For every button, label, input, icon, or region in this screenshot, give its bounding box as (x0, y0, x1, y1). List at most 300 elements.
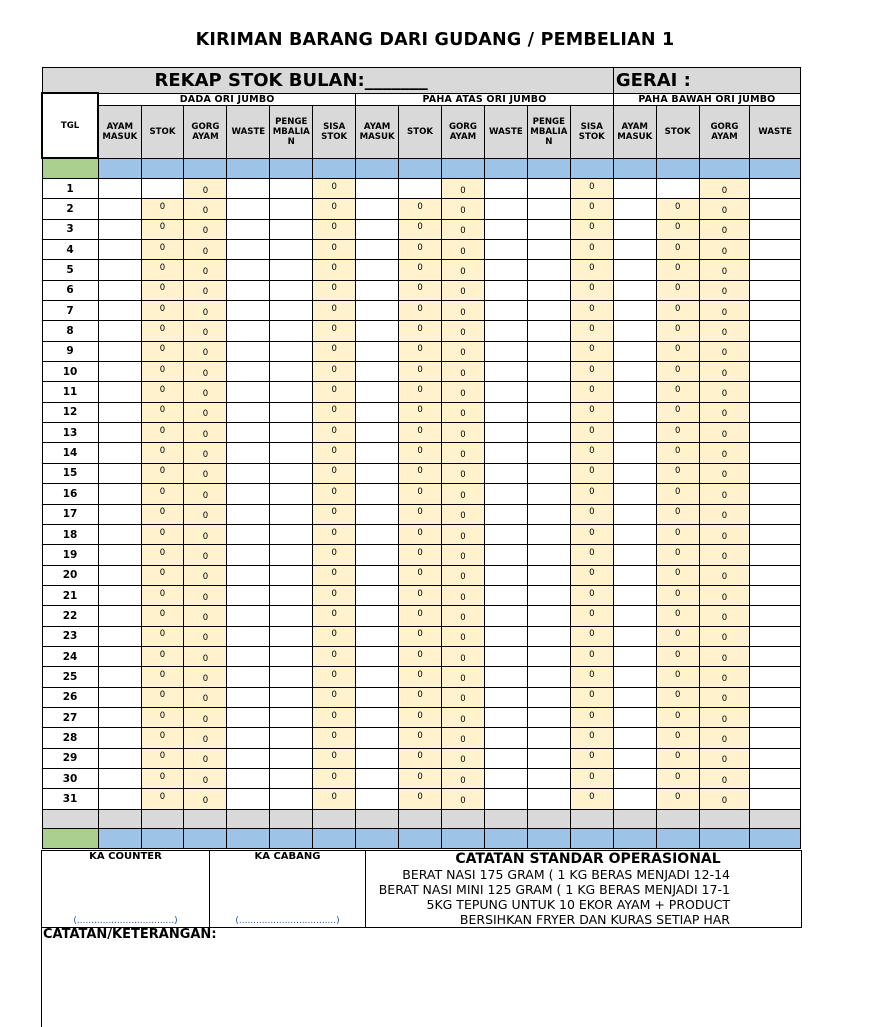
stock-cell[interactable] (98, 382, 141, 402)
stock-cell[interactable] (484, 179, 527, 199)
stock-cell[interactable] (527, 382, 570, 402)
stock-cell[interactable] (570, 545, 613, 565)
stock-cell[interactable] (442, 301, 485, 321)
stock-cell[interactable] (484, 606, 527, 626)
stock-cell[interactable] (399, 585, 442, 605)
stock-cell[interactable] (484, 707, 527, 727)
stock-cell[interactable] (184, 667, 227, 687)
stock-cell[interactable] (227, 341, 270, 361)
stock-cell[interactable] (750, 768, 801, 788)
stock-cell[interactable] (613, 260, 656, 280)
stock-cell[interactable] (699, 301, 750, 321)
stock-cell[interactable] (227, 524, 270, 544)
stock-cell[interactable] (442, 463, 485, 483)
stock-cell[interactable] (98, 748, 141, 768)
stock-cell[interactable] (356, 240, 399, 260)
stock-cell[interactable] (699, 463, 750, 483)
stock-cell[interactable] (699, 240, 750, 260)
stock-cell[interactable] (399, 260, 442, 280)
summary-cell[interactable] (313, 809, 356, 828)
stock-cell[interactable] (442, 321, 485, 341)
stock-cell[interactable] (570, 260, 613, 280)
stock-cell[interactable] (313, 504, 356, 524)
stock-cell[interactable] (527, 301, 570, 321)
stock-cell[interactable] (227, 219, 270, 239)
stock-cell[interactable] (98, 443, 141, 463)
stock-cell[interactable] (399, 748, 442, 768)
stock-cell[interactable] (484, 524, 527, 544)
stock-cell[interactable] (750, 728, 801, 748)
marker-cell[interactable] (227, 828, 270, 848)
stock-cell[interactable] (570, 484, 613, 504)
stock-cell[interactable] (750, 585, 801, 605)
stock-cell[interactable] (484, 504, 527, 524)
stock-cell[interactable] (270, 484, 313, 504)
marker-cell[interactable] (399, 158, 442, 179)
stock-cell[interactable] (613, 545, 656, 565)
stock-cell[interactable] (399, 179, 442, 199)
stock-cell[interactable] (570, 240, 613, 260)
stock-cell[interactable] (270, 382, 313, 402)
stock-cell[interactable] (527, 463, 570, 483)
stock-cell[interactable] (98, 219, 141, 239)
stock-cell[interactable] (184, 402, 227, 422)
stock-cell[interactable] (613, 321, 656, 341)
stock-cell[interactable] (227, 626, 270, 646)
stock-cell[interactable] (442, 402, 485, 422)
stock-cell[interactable] (442, 728, 485, 748)
stock-cell[interactable] (227, 240, 270, 260)
stock-cell[interactable] (527, 219, 570, 239)
stock-cell[interactable] (484, 463, 527, 483)
summary-cell[interactable] (699, 809, 750, 828)
marker-cell[interactable] (699, 828, 750, 848)
stock-cell[interactable] (356, 321, 399, 341)
stock-cell[interactable] (527, 179, 570, 199)
stock-cell[interactable] (570, 321, 613, 341)
stock-cell[interactable] (227, 443, 270, 463)
stock-cell[interactable] (527, 667, 570, 687)
stock-cell[interactable] (750, 565, 801, 585)
stock-cell[interactable] (527, 707, 570, 727)
stock-cell[interactable] (313, 789, 356, 809)
stock-cell[interactable] (356, 524, 399, 544)
stock-cell[interactable] (442, 545, 485, 565)
stock-cell[interactable] (484, 565, 527, 585)
stock-cell[interactable] (313, 280, 356, 300)
stock-cell[interactable] (98, 484, 141, 504)
stock-cell[interactable] (484, 301, 527, 321)
stock-cell[interactable] (184, 768, 227, 788)
stock-cell[interactable] (527, 362, 570, 382)
stock-cell[interactable] (750, 504, 801, 524)
marker-cell[interactable] (656, 828, 699, 848)
stock-cell[interactable] (184, 382, 227, 402)
stock-cell[interactable] (98, 240, 141, 260)
stock-cell[interactable] (442, 707, 485, 727)
stock-cell[interactable] (527, 585, 570, 605)
marker-cell[interactable] (184, 158, 227, 179)
stock-cell[interactable] (227, 545, 270, 565)
stock-cell[interactable] (656, 280, 699, 300)
stock-cell[interactable] (442, 219, 485, 239)
stock-cell[interactable] (141, 524, 184, 544)
stock-cell[interactable] (613, 402, 656, 422)
stock-cell[interactable] (699, 362, 750, 382)
stock-cell[interactable] (484, 646, 527, 666)
stock-cell[interactable] (570, 748, 613, 768)
stock-cell[interactable] (656, 199, 699, 219)
stock-cell[interactable] (656, 301, 699, 321)
stock-cell[interactable] (527, 280, 570, 300)
stock-cell[interactable] (442, 626, 485, 646)
stock-cell[interactable] (399, 606, 442, 626)
summary-cell[interactable] (270, 809, 313, 828)
stock-cell[interactable] (656, 260, 699, 280)
stock-cell[interactable] (227, 768, 270, 788)
stock-cell[interactable] (570, 341, 613, 361)
stock-cell[interactable] (313, 728, 356, 748)
marker-cell[interactable] (313, 158, 356, 179)
stock-cell[interactable] (98, 260, 141, 280)
stock-cell[interactable] (184, 423, 227, 443)
stock-cell[interactable] (656, 626, 699, 646)
stock-cell[interactable] (527, 260, 570, 280)
stock-cell[interactable] (527, 565, 570, 585)
stock-cell[interactable] (227, 199, 270, 219)
stock-cell[interactable] (527, 768, 570, 788)
stock-cell[interactable] (750, 341, 801, 361)
stock-cell[interactable] (270, 423, 313, 443)
stock-cell[interactable] (270, 748, 313, 768)
stock-cell[interactable] (484, 585, 527, 605)
stock-cell[interactable] (270, 707, 313, 727)
stock-cell[interactable] (699, 585, 750, 605)
stock-cell[interactable] (313, 382, 356, 402)
stock-cell[interactable] (98, 606, 141, 626)
stock-cell[interactable] (442, 443, 485, 463)
marker-cell[interactable] (356, 158, 399, 179)
stock-cell[interactable] (442, 199, 485, 219)
stock-cell[interactable] (356, 301, 399, 321)
stock-cell[interactable] (98, 626, 141, 646)
stock-cell[interactable] (399, 545, 442, 565)
stock-cell[interactable] (699, 341, 750, 361)
stock-cell[interactable] (356, 504, 399, 524)
marker-cell[interactable] (98, 158, 141, 179)
stock-cell[interactable] (750, 260, 801, 280)
stock-cell[interactable] (570, 585, 613, 605)
stock-cell[interactable] (399, 707, 442, 727)
stock-cell[interactable] (613, 240, 656, 260)
stock-cell[interactable] (613, 585, 656, 605)
stock-cell[interactable] (613, 626, 656, 646)
marker-cell[interactable] (750, 158, 801, 179)
marker-cell[interactable] (227, 158, 270, 179)
stock-cell[interactable] (313, 199, 356, 219)
stock-cell[interactable] (184, 301, 227, 321)
stock-cell[interactable] (184, 321, 227, 341)
stock-cell[interactable] (356, 748, 399, 768)
stock-cell[interactable] (270, 199, 313, 219)
stock-cell[interactable] (184, 524, 227, 544)
stock-cell[interactable] (313, 179, 356, 199)
stock-cell[interactable] (527, 728, 570, 748)
stock-cell[interactable] (270, 260, 313, 280)
stock-cell[interactable] (270, 341, 313, 361)
stock-cell[interactable] (527, 341, 570, 361)
marker-cell[interactable] (442, 828, 485, 848)
stock-cell[interactable] (656, 504, 699, 524)
stock-cell[interactable] (750, 463, 801, 483)
stock-cell[interactable] (227, 382, 270, 402)
stock-cell[interactable] (613, 667, 656, 687)
stock-cell[interactable] (227, 260, 270, 280)
stock-cell[interactable] (270, 321, 313, 341)
stock-cell[interactable] (356, 768, 399, 788)
stock-cell[interactable] (98, 463, 141, 483)
stock-cell[interactable] (313, 524, 356, 544)
stock-cell[interactable] (184, 240, 227, 260)
stock-cell[interactable] (399, 789, 442, 809)
stock-cell[interactable] (750, 382, 801, 402)
stock-cell[interactable] (570, 301, 613, 321)
summary-cell[interactable] (613, 809, 656, 828)
marker-cell[interactable] (42, 828, 98, 848)
stock-cell[interactable] (313, 341, 356, 361)
stock-cell[interactable] (270, 687, 313, 707)
stock-cell[interactable] (270, 667, 313, 687)
stock-cell[interactable] (750, 423, 801, 443)
marker-cell[interactable] (613, 828, 656, 848)
stock-cell[interactable] (570, 707, 613, 727)
stock-cell[interactable] (227, 606, 270, 626)
stock-cell[interactable] (356, 402, 399, 422)
stock-cell[interactable] (399, 280, 442, 300)
stock-cell[interactable] (399, 504, 442, 524)
stock-cell[interactable] (399, 240, 442, 260)
stock-cell[interactable] (570, 626, 613, 646)
stock-cell[interactable] (98, 341, 141, 361)
stock-cell[interactable] (484, 626, 527, 646)
stock-cell[interactable] (699, 646, 750, 666)
stock-cell[interactable] (570, 768, 613, 788)
stock-cell[interactable] (613, 606, 656, 626)
stock-cell[interactable] (442, 484, 485, 504)
stock-cell[interactable] (484, 321, 527, 341)
stock-cell[interactable] (570, 362, 613, 382)
stock-cell[interactable] (613, 301, 656, 321)
marker-cell[interactable] (98, 828, 141, 848)
stock-cell[interactable] (570, 443, 613, 463)
stock-cell[interactable] (313, 443, 356, 463)
stock-cell[interactable] (750, 443, 801, 463)
stock-cell[interactable] (313, 626, 356, 646)
summary-cell[interactable] (227, 809, 270, 828)
marker-cell[interactable] (484, 828, 527, 848)
stock-cell[interactable] (442, 260, 485, 280)
stock-cell[interactable] (656, 463, 699, 483)
stock-cell[interactable] (141, 646, 184, 666)
stock-cell[interactable] (184, 199, 227, 219)
stock-cell[interactable] (613, 179, 656, 199)
stock-cell[interactable] (442, 382, 485, 402)
stock-cell[interactable] (656, 240, 699, 260)
stock-cell[interactable] (570, 402, 613, 422)
stock-cell[interactable] (570, 667, 613, 687)
stock-cell[interactable] (270, 626, 313, 646)
stock-cell[interactable] (699, 728, 750, 748)
stock-cell[interactable] (570, 524, 613, 544)
stock-cell[interactable] (356, 423, 399, 443)
stock-cell[interactable] (613, 341, 656, 361)
stock-cell[interactable] (750, 280, 801, 300)
stock-cell[interactable] (356, 199, 399, 219)
stock-cell[interactable] (442, 179, 485, 199)
stock-cell[interactable] (484, 768, 527, 788)
stock-cell[interactable] (356, 382, 399, 402)
stock-cell[interactable] (270, 545, 313, 565)
stock-cell[interactable] (484, 362, 527, 382)
stock-cell[interactable] (356, 280, 399, 300)
stock-cell[interactable] (356, 219, 399, 239)
stock-cell[interactable] (356, 707, 399, 727)
stock-cell[interactable] (750, 321, 801, 341)
stock-cell[interactable] (484, 443, 527, 463)
stock-cell[interactable] (356, 463, 399, 483)
stock-cell[interactable] (399, 341, 442, 361)
stock-cell[interactable] (141, 585, 184, 605)
stock-cell[interactable] (98, 362, 141, 382)
stock-cell[interactable] (356, 565, 399, 585)
stock-cell[interactable] (699, 707, 750, 727)
stock-cell[interactable] (570, 646, 613, 666)
stock-cell[interactable] (699, 545, 750, 565)
stock-cell[interactable] (98, 646, 141, 666)
stock-cell[interactable] (227, 402, 270, 422)
stock-cell[interactable] (98, 321, 141, 341)
stock-cell[interactable] (270, 443, 313, 463)
stock-cell[interactable] (613, 484, 656, 504)
stock-cell[interactable] (356, 545, 399, 565)
stock-cell[interactable] (484, 402, 527, 422)
stock-cell[interactable] (141, 260, 184, 280)
stock-cell[interactable] (399, 687, 442, 707)
stock-cell[interactable] (184, 504, 227, 524)
stock-cell[interactable] (356, 667, 399, 687)
marker-cell[interactable] (184, 828, 227, 848)
stock-cell[interactable] (750, 362, 801, 382)
stock-cell[interactable] (527, 423, 570, 443)
stock-cell[interactable] (613, 362, 656, 382)
marker-cell[interactable] (613, 158, 656, 179)
stock-cell[interactable] (442, 606, 485, 626)
stock-cell[interactable] (270, 789, 313, 809)
stock-cell[interactable] (270, 240, 313, 260)
stock-cell[interactable] (656, 606, 699, 626)
stock-cell[interactable] (656, 382, 699, 402)
stock-cell[interactable] (399, 484, 442, 504)
stock-cell[interactable] (356, 362, 399, 382)
stock-cell[interactable] (699, 626, 750, 646)
stock-cell[interactable] (98, 423, 141, 443)
stock-cell[interactable] (141, 748, 184, 768)
stock-cell[interactable] (184, 728, 227, 748)
stock-cell[interactable] (184, 646, 227, 666)
stock-cell[interactable] (141, 219, 184, 239)
stock-cell[interactable] (613, 443, 656, 463)
marker-cell[interactable] (399, 828, 442, 848)
stock-cell[interactable] (184, 707, 227, 727)
stock-cell[interactable] (699, 199, 750, 219)
summary-cell[interactable] (656, 809, 699, 828)
stock-cell[interactable] (399, 626, 442, 646)
stock-cell[interactable] (750, 646, 801, 666)
stock-cell[interactable] (227, 565, 270, 585)
stock-cell[interactable] (98, 667, 141, 687)
stock-cell[interactable] (184, 626, 227, 646)
stock-cell[interactable] (98, 565, 141, 585)
stock-cell[interactable] (356, 484, 399, 504)
stock-cell[interactable] (750, 219, 801, 239)
stock-cell[interactable] (484, 728, 527, 748)
stock-cell[interactable] (141, 362, 184, 382)
stock-cell[interactable] (313, 687, 356, 707)
marker-cell[interactable] (699, 158, 750, 179)
stock-cell[interactable] (356, 789, 399, 809)
stock-cell[interactable] (699, 565, 750, 585)
stock-cell[interactable] (141, 199, 184, 219)
stock-cell[interactable] (656, 565, 699, 585)
stock-cell[interactable] (399, 768, 442, 788)
stock-cell[interactable] (141, 768, 184, 788)
stock-cell[interactable] (699, 606, 750, 626)
summary-cell[interactable] (442, 809, 485, 828)
stock-cell[interactable] (270, 504, 313, 524)
stock-cell[interactable] (699, 504, 750, 524)
stock-cell[interactable] (656, 524, 699, 544)
stock-cell[interactable] (699, 768, 750, 788)
stock-cell[interactable] (656, 728, 699, 748)
stock-cell[interactable] (699, 443, 750, 463)
stock-cell[interactable] (570, 280, 613, 300)
stock-cell[interactable] (141, 423, 184, 443)
stock-cell[interactable] (98, 768, 141, 788)
stock-cell[interactable] (313, 748, 356, 768)
marker-cell[interactable] (484, 158, 527, 179)
stock-cell[interactable] (656, 646, 699, 666)
stock-cell[interactable] (98, 789, 141, 809)
stock-cell[interactable] (613, 748, 656, 768)
stock-cell[interactable] (399, 565, 442, 585)
stock-cell[interactable] (656, 341, 699, 361)
stock-cell[interactable] (570, 606, 613, 626)
stock-cell[interactable] (570, 463, 613, 483)
stock-cell[interactable] (141, 606, 184, 626)
stock-cell[interactable] (184, 443, 227, 463)
stock-cell[interactable] (184, 585, 227, 605)
stock-cell[interactable] (750, 524, 801, 544)
stock-cell[interactable] (442, 504, 485, 524)
stock-cell[interactable] (570, 504, 613, 524)
stock-cell[interactable] (399, 199, 442, 219)
stock-cell[interactable] (613, 646, 656, 666)
stock-cell[interactable] (399, 463, 442, 483)
stock-cell[interactable] (356, 585, 399, 605)
stock-cell[interactable] (141, 504, 184, 524)
stock-cell[interactable] (656, 667, 699, 687)
stock-cell[interactable] (270, 179, 313, 199)
